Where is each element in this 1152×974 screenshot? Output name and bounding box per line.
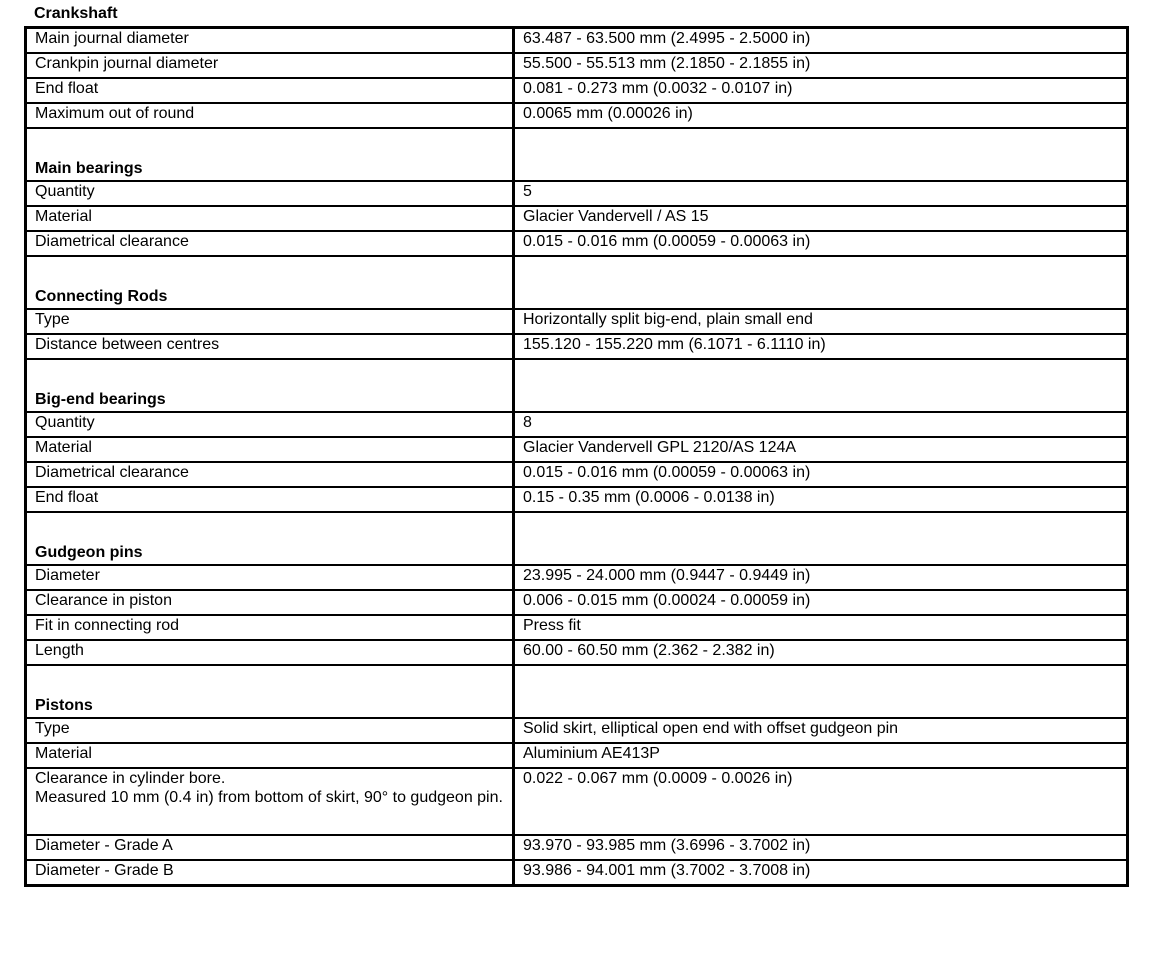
spec-label-line: Clearance in cylinder bore. bbox=[35, 770, 226, 787]
table-row bbox=[26, 437, 1128, 462]
section-header-pistons bbox=[26, 665, 1128, 718]
spec-value: 5 bbox=[514, 181, 1128, 206]
spec-value: Glacier Vandervell / AS 15 bbox=[514, 206, 1128, 231]
table-row bbox=[26, 412, 1128, 437]
table-row bbox=[26, 103, 1128, 128]
spec-label: Maximum out of round bbox=[26, 103, 514, 128]
table-row bbox=[26, 835, 1128, 860]
table-row bbox=[26, 462, 1128, 487]
spec-label: Quantity bbox=[26, 181, 514, 206]
table-row bbox=[26, 718, 1128, 743]
spec-label: Main journal diameter bbox=[26, 28, 514, 54]
spec-label: End float bbox=[26, 78, 514, 103]
table-row bbox=[26, 487, 1128, 512]
table-row bbox=[26, 78, 1128, 103]
spec-label: Fit in connecting rod bbox=[26, 615, 514, 640]
table-row bbox=[26, 334, 1128, 359]
spec-label: Type bbox=[26, 718, 514, 743]
section-header-gudgeon-pins bbox=[26, 512, 1128, 565]
table-row bbox=[26, 309, 1128, 334]
table-row bbox=[26, 231, 1128, 256]
spec-value: Press fit bbox=[514, 615, 1128, 640]
spec-value: Aluminium AE413P bbox=[514, 743, 1128, 768]
spec-value: 0.081 - 0.273 mm (0.0032 - 0.0107 in) bbox=[514, 78, 1128, 103]
spec-value: 8 bbox=[514, 412, 1128, 437]
section-title: Gudgeon pins bbox=[26, 512, 514, 565]
spec-label: Material bbox=[26, 437, 514, 462]
spec-label: Diameter - Grade B bbox=[26, 860, 514, 886]
table-row bbox=[26, 768, 1128, 835]
table-row bbox=[26, 860, 1128, 886]
spec-label: Clearance in piston bbox=[26, 590, 514, 615]
spec-value: 93.986 - 94.001 mm (3.7002 - 3.7008 in) bbox=[514, 860, 1128, 886]
spec-value: Glacier Vandervell GPL 2120/AS 124A bbox=[514, 437, 1128, 462]
spec-value: 55.500 - 55.513 mm (2.1850 - 2.1855 in) bbox=[514, 53, 1128, 78]
specification-table bbox=[24, 26, 1129, 887]
section-spacer bbox=[514, 359, 1128, 412]
spec-value: 0.015 - 0.016 mm (0.00059 - 0.00063 in) bbox=[514, 462, 1128, 487]
table-row bbox=[26, 590, 1128, 615]
spec-label-note: Measured 10 mm (0.4 in) from bottom of skirt, 90° to gudgeon pin. bbox=[35, 789, 503, 806]
spec-value: 0.0065 mm (0.00026 in) bbox=[514, 103, 1128, 128]
spec-value: Horizontally split big-end, plain small end bbox=[514, 309, 1128, 334]
section-title: Main bearings bbox=[26, 128, 514, 181]
spec-value: 155.120 - 155.220 mm (6.1071 - 6.1110 in) bbox=[514, 334, 1128, 359]
spec-value: 0.022 - 0.067 mm (0.0009 - 0.0026 in) bbox=[514, 768, 1128, 835]
spec-label: Material bbox=[26, 743, 514, 768]
section-header-connecting-rods bbox=[26, 256, 1128, 309]
table-row bbox=[26, 206, 1128, 231]
spec-label: Crankpin journal diameter bbox=[26, 53, 514, 78]
spec-value: 0.006 - 0.015 mm (0.00024 - 0.00059 in) bbox=[514, 590, 1128, 615]
section-header-main-bearings bbox=[26, 128, 1128, 181]
spec-label: Type bbox=[26, 309, 514, 334]
spec-value: 0.015 - 0.016 mm (0.00059 - 0.00063 in) bbox=[514, 231, 1128, 256]
spec-label: Diameter bbox=[26, 565, 514, 590]
spec-label: Distance between centres bbox=[26, 334, 514, 359]
spec-label: Length bbox=[26, 640, 514, 665]
section-title: Pistons bbox=[26, 665, 514, 718]
table-row bbox=[26, 565, 1128, 590]
spec-value: 23.995 - 24.000 mm (0.9447 - 0.9449 in) bbox=[514, 565, 1128, 590]
spec-label bbox=[26, 768, 514, 835]
spec-value: Solid skirt, elliptical open end with offset gudgeon pin bbox=[514, 718, 1128, 743]
spec-value: 0.15 - 0.35 mm (0.0006 - 0.0138 in) bbox=[514, 487, 1128, 512]
table-row bbox=[26, 640, 1128, 665]
section-title: Connecting Rods bbox=[26, 256, 514, 309]
spec-label: Diametrical clearance bbox=[26, 462, 514, 487]
table-row bbox=[26, 743, 1128, 768]
section-spacer bbox=[514, 665, 1128, 718]
spec-label: Diametrical clearance bbox=[26, 231, 514, 256]
spec-label: Diameter - Grade A bbox=[26, 835, 514, 860]
section-title: Big-end bearings bbox=[26, 359, 514, 412]
page-title: Crankshaft bbox=[34, 5, 118, 22]
table-row bbox=[26, 615, 1128, 640]
spec-value: 63.487 - 63.500 mm (2.4995 - 2.5000 in) bbox=[514, 28, 1128, 54]
table-row bbox=[26, 28, 1128, 54]
spec-label: End float bbox=[26, 487, 514, 512]
table-row bbox=[26, 181, 1128, 206]
section-spacer bbox=[514, 512, 1128, 565]
spec-label: Material bbox=[26, 206, 514, 231]
spec-value: 93.970 - 93.985 mm (3.6996 - 3.7002 in) bbox=[514, 835, 1128, 860]
table-row bbox=[26, 53, 1128, 78]
spec-label: Quantity bbox=[26, 412, 514, 437]
spec-value: 60.00 - 60.50 mm (2.362 - 2.382 in) bbox=[514, 640, 1128, 665]
section-spacer bbox=[514, 128, 1128, 181]
section-spacer bbox=[514, 256, 1128, 309]
section-header-big-end-bearings bbox=[26, 359, 1128, 412]
